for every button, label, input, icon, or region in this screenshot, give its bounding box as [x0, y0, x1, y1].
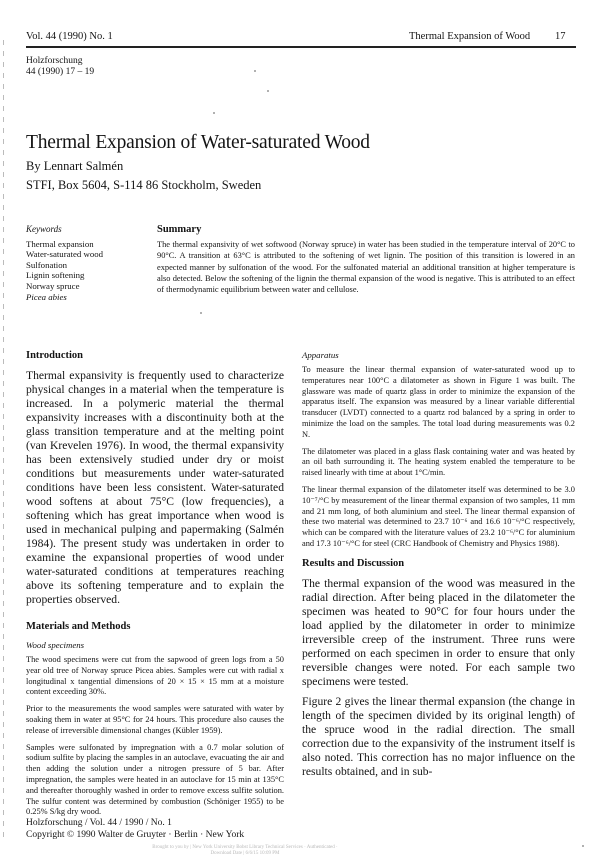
- download-stamp: Brought to you by | New York University Bobst Library Technical Services · Authenticated · Download Date | 6/6/15 10:09 PM: [152, 845, 338, 856]
- apparatus-heading: Apparatus: [302, 350, 339, 360]
- running-header-volume: Vol. 44 (1990) No. 1: [26, 31, 113, 42]
- methods-paragraph: Samples were sulfonated by impregnation with a 0.7 molar solution of sodium sulfite by placing the samples in an autoclave, evacuating the air and then adding the solution under a nitrogen pressure of 5 bar. After impregnation, the samples were heated in an autoclave for 15 min at 135°C and thereafter thoroughly washed in order to remove excess sulfite solution. The sulfur content was determined by combustion (Schöniger 1955) to be 0.25% S/kg dry wood.: [26, 742, 284, 817]
- wood-specimens-heading: Wood specimens: [26, 640, 85, 650]
- article-author: By Lennart Salmén: [26, 159, 124, 173]
- methods-paragraph: The wood specimens were cut from the sapwood of green logs from a 50 year old tree of Norway spruce Picea abies. Samples were cut with radial x longitudinal x tangential dimensions of 20 × 15 × 15 mm at a moisture content exceeding 30%.: [26, 655, 284, 697]
- keyword-item: Picea abies: [26, 291, 67, 302]
- summary-heading: Summary: [157, 224, 202, 235]
- journal-ref: 44 (1990) 17 – 19: [26, 67, 95, 77]
- keyword-item: Thermal expansion: [26, 238, 94, 249]
- apparatus-paragraph: The linear thermal expansion of the dilatometer itself was determined to be 3.0 10⁻⁷/°C by measurement of the linear thermal expansion of two samples, 11 mm and 21 mm long, of both aluminium and steel. The linear thermal expansion of these two material was determined to 23.7 10⁻⁶ and 16.6 10⁻⁶/°C respectively, which can be compared with the literature values of 23.2 10⁻⁶/°C for aluminium and 17.3 10⁻⁶/°C for steel (CRC Handbook of Chemistry and Physics 1988).: [302, 484, 575, 548]
- results-heading: Results and Discussion: [302, 557, 405, 569]
- scan-speck: [582, 845, 584, 847]
- keywords-heading: Keywords: [26, 224, 62, 234]
- apparatus-paragraph: The dilatometer was placed in a glass flask containing water and was heated by an oil bath surrounding it. The heating system enabled the temperature to be raised linearly with time at about 1°C/min.: [302, 446, 575, 478]
- summary-text: The thermal expansivity of wet softwood (Norway spruce) in water has been studied in the temperature interval of 20°C to 90°C. A transition at 63°C is attributed to the softening of wet lignin. The position of this transition is lowered in an expected manner by sulfonation of the wood. For the sulfonated material an additional transition at higher temperature is also detected. Below the softening of the lignin the thermal expansion of the wood is negative. This is attributed to an effect of thermodynamic equilibrium between water and cellulose.: [157, 240, 575, 295]
- page-number: 17: [555, 31, 566, 42]
- scan-edge: [3, 40, 4, 840]
- methods-text: [26, 655, 284, 818]
- apparatus-paragraph: To measure the linear thermal expansion of water-saturated wood up to temperatures near 100°C a dilatometer as shown in Figure 1 was built. The glassware was made of quartz glass in order to minimize the expansion of the apparatus itself. The expansion was measured by a linear variable differential transducer (LVDT) connected to a quartz rod balanced by a spring in order to minimize the load on the samples. The total load during measurements was 0.2 N.: [302, 365, 575, 439]
- results-text: [302, 577, 575, 779]
- keyword-item: Lignin softening: [26, 270, 85, 281]
- scan-speck: [254, 70, 256, 72]
- keywords-block: [26, 224, 151, 302]
- introduction-text: Thermal expansivity is frequently used to characterize physical changes in a material when the temperature is increased. In a polymeric material the thermal expansivity increases with a discontinuity both at the glass transition temperature and at the melting point (van Krevelen 1976). In wood, the thermal expansivity has been extensively studied under dry or moist conditions but measurements under water-saturated conditions have been less consistent. Water-saturated wood softens at about 75°C (low frequencies), a softening which has great importance when wood is used in mechanical pulping and papermaking (Salmén 1984). The present study was undertaken in order to examine the expansional properties of wood under water-saturated conditions at temperatures reaching above its softening temperature and to explain the properties observed.: [26, 369, 284, 606]
- scan-speck: [200, 312, 202, 314]
- apparatus-text: [302, 365, 575, 550]
- article-title: Thermal Expansion of Water-saturated Wood: [26, 132, 370, 153]
- footer-journal: Holzforschung / Vol. 44 / 1990 / No. 1: [26, 818, 172, 828]
- footer-block: [26, 818, 244, 841]
- results-paragraph: Figure 2 gives the linear thermal expansion (the change in length of the specimen divided by its original length) of the spruce wood in the radial direction. The small correction due to the expansivity of the instrument itself is also noted. This correction has no major influence on the results obtained, and in sub-: [302, 694, 575, 778]
- keyword-item: Water-saturated wood: [26, 249, 104, 260]
- journal-name: Holzforschung: [26, 56, 83, 66]
- keyword-item: Sulfonation: [26, 259, 68, 270]
- methods-paragraph: Prior to the measurements the wood samples were saturated with water by soaking them in water at 95°C for 24 hours. This procedure also causes the release of irreversible dimensional changes (Kübler 1959).: [26, 704, 284, 735]
- right-column: [302, 350, 575, 785]
- keyword-item: Norway spruce: [26, 280, 80, 291]
- results-paragraph: The thermal expansion of the wood was measured in the radial direction. After being placed in the dilatometer the specimen was heated to 90°C for four hours under the load applied by the dilatometer in order to minimize irreversible creep of the instrument. Three runs were performed on each specimen in order to ensure that only reversible changes were noted. For each sample two specimens were tested.: [302, 576, 575, 688]
- journal-block: [26, 56, 94, 78]
- header-rule: [26, 46, 576, 48]
- methods-heading: Materials and Methods: [26, 621, 131, 632]
- introduction-heading: Introduction: [26, 350, 83, 361]
- summary-block: [157, 224, 575, 295]
- running-header-title: Thermal Expansion of Wood: [409, 31, 531, 42]
- footer-copyright: Copyright © 1990 Walter de Gruyter · Berlin · New York: [26, 829, 245, 840]
- scan-speck: [267, 90, 269, 92]
- scan-speck: [213, 112, 215, 114]
- article-affiliation: STFI, Box 5604, S-114 86 Stockholm, Sweden: [26, 178, 262, 192]
- left-column: [26, 350, 284, 824]
